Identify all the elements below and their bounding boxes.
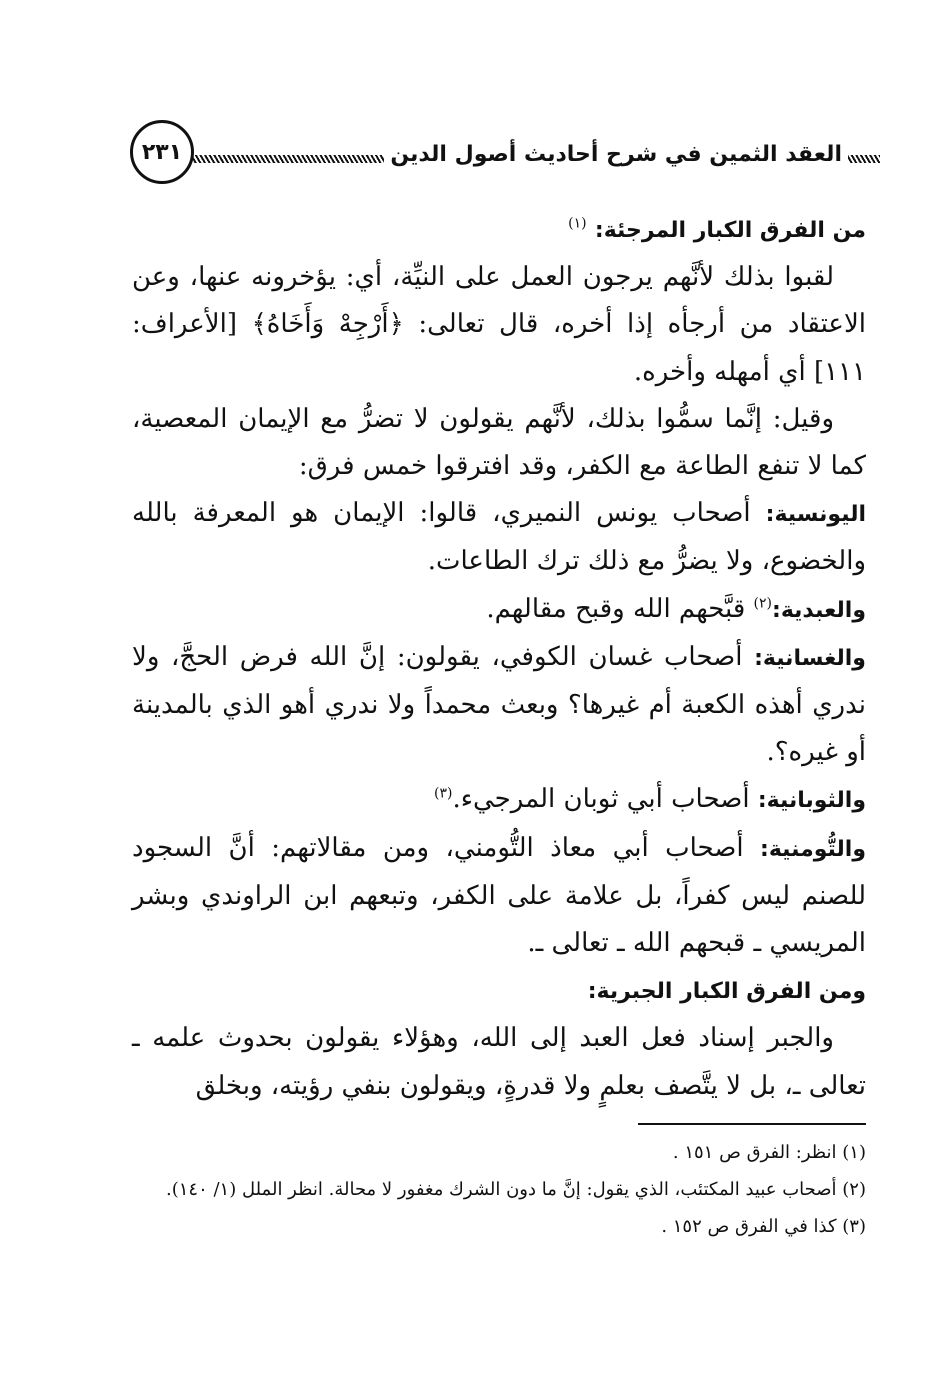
sect-thawbaniyya xyxy=(132,776,866,824)
term-ghassaniyya: والغسانية: xyxy=(754,645,866,671)
sect-ubaydiyya xyxy=(132,586,866,634)
sect-yunusiyya xyxy=(132,490,866,585)
footnote-1: (١) انظر: الفرق ص ١٥١ . xyxy=(672,1142,866,1163)
running-header xyxy=(128,118,880,198)
footnote-separator xyxy=(638,1123,866,1125)
term-yunusiyya: اليونسية: xyxy=(765,502,866,528)
term-tumaniyya: والتُّومنية: xyxy=(760,836,867,862)
paragraph-jabr: والجبر إسناد فعل العبد إلى الله، وهؤلاء يقولون بحدوث علمه ـ تعالى ـ، بل لا يتَّصف بعلمٍ ولا قدرةٍ، ويقولون بنفي رؤيته، وبخلق xyxy=(132,1023,866,1101)
footnote-3: (٣) كذا في الفرق ص ١٥٢ . xyxy=(661,1216,866,1237)
text-ubaydiyya: قبَّحهم الله وقبح مقالهم. xyxy=(486,593,746,624)
sect-ghassaniyya xyxy=(132,634,866,777)
text-yunusiyya: أصحاب يونس النميري، قالوا: الإيمان هو المعرفة بالله والخضوع، ولا يضرُّ مع ذلك ترك الطاعات. xyxy=(132,498,866,577)
paragraph-naming: لقبوا بذلك لأنَّهم يرجون العمل على النيِّة، أي: يؤخرونه عنها، وعن الاعتقاد من أرجأه إذا أخره، قال تعالى: ﴿أَرْجِهْ وَأَخَاهُ﴾ [الأعراف: ١١١] أي أمهله وأخره. xyxy=(132,262,866,387)
text-thawbaniyya: أصحاب أبي ثوبان المرجيء. xyxy=(452,784,750,815)
section-heading-jabriyya xyxy=(132,967,866,1015)
sect-tumaniyya xyxy=(132,825,866,968)
heading-text: ومن الفرق الكبار الجبرية: xyxy=(587,979,866,1005)
term-thawbaniyya: والثوبانية: xyxy=(757,788,866,814)
book-title: العقد الثمين في شرح أحاديث أصول الدين xyxy=(384,142,848,167)
term-ubaydiyya: والعبدية: xyxy=(772,597,866,623)
page-number: ٢٣١ xyxy=(130,120,194,184)
text-ghassaniyya: أصحاب غسان الكوفي، يقولون: إنَّ الله فرض الحجَّ، ولا ندري أهذه الكعبة أم غيرها؟ وبعث محمداً ولا ندري أهو الذي بالمدينة أو غيره؟. xyxy=(132,641,866,768)
text-tumaniyya: أصحاب أبي معاذ التُّومني، ومن مقالاتهم: أنَّ السجود للصنم ليس كفراً، بل علامة على الكفر، وتبعهم ابن الراوندي وبشر المريسي ـ قبحهم الله ـ تعالى ـ. xyxy=(132,832,866,959)
footnote-2: (٢) أصحاب عبيد المكتئب، الذي يقول: إنَّ ما دون الشرك مغفور لا محالة. انظر الملل (١/ ١٤٠). xyxy=(165,1179,866,1200)
section-heading-murjia xyxy=(132,206,866,254)
footnote-ref-3: (٣) xyxy=(434,785,453,802)
footnote-ref-2: (٢) xyxy=(753,594,773,611)
main-text xyxy=(132,206,866,1110)
footnote-ref-1: (١) xyxy=(568,215,587,232)
footnotes xyxy=(132,1134,866,1245)
heading-text: من الفرق الكبار المرجئة: xyxy=(594,218,866,243)
paragraph-reason: وقيل: إنَّما سمُّوا بذلك، لأنَّهم يقولون لا تضرُّ مع الإيمان المعصية، كما لا تنفع الطاعة مع الكفر، وقد افترقوا خمس فرق: xyxy=(132,403,866,482)
